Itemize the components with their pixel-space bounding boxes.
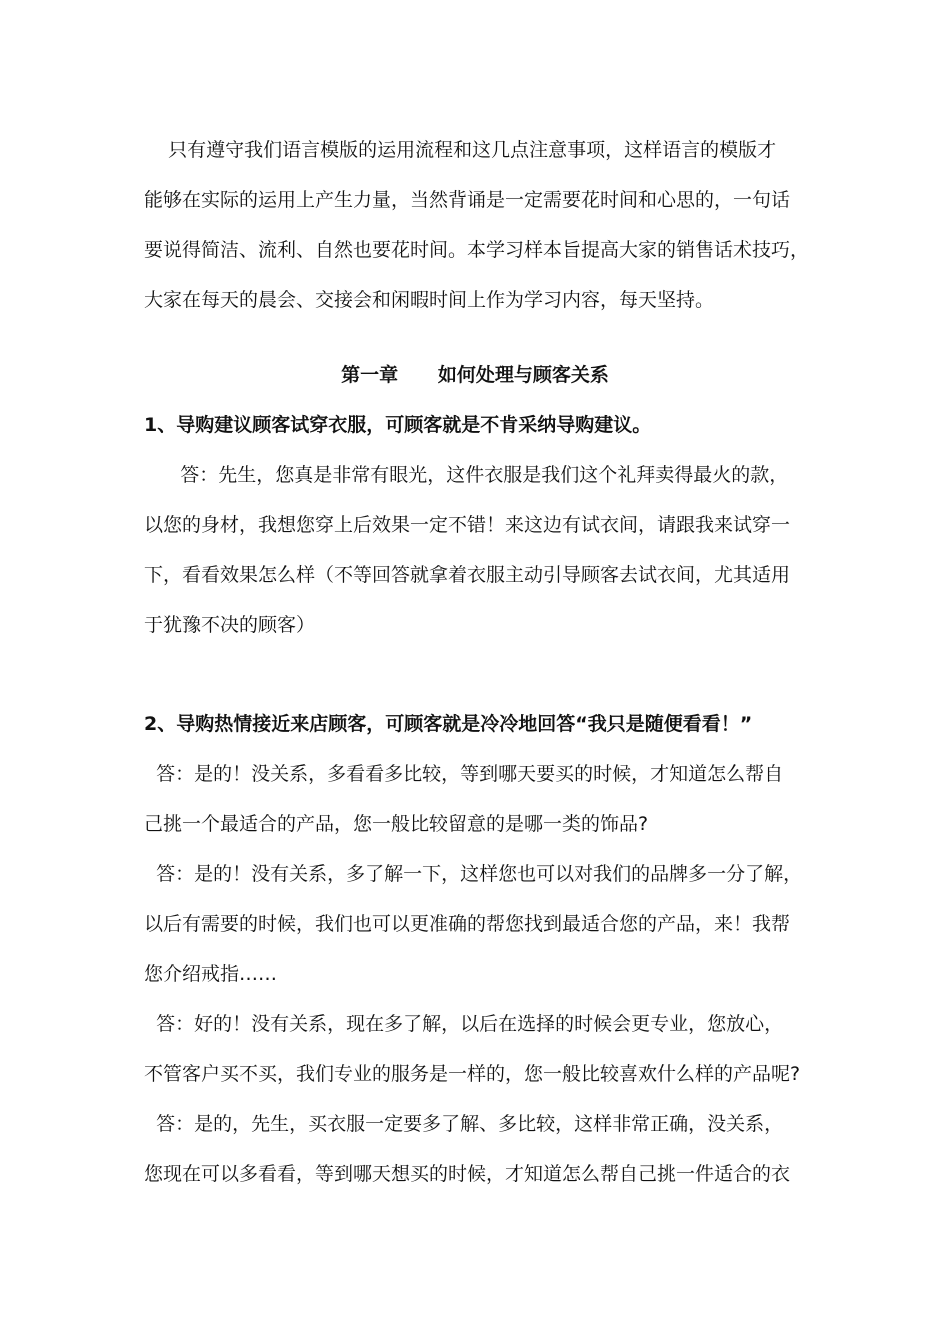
section1-answer-line-1: 答：先生，您真是非常有眼光，这件衣服是我们这个礼拜卖得最火的款，	[144, 464, 789, 486]
section2-answer-line-4: 以后有需要的时候，我们也可以更准确的帮您找到最适合您的产品，来！我帮	[144, 913, 791, 935]
section2-answer-line-8: 答：是的，先生，买衣服一定要多了解、多比较，这样非常正确，没关系，	[144, 1113, 784, 1135]
section2-heading: 2、导购热情接近来店顾客，可顾客就是冷冷地回答“我只是随便看看！”	[144, 713, 753, 735]
intro-line-3: 要说得简洁、流利、自然也要花时间。本学习样本旨提高大家的销售话术技巧，	[144, 239, 810, 261]
section2-answer-line-1: 答：是的！没关系，多看看多比较，等到哪天要买的时候，才知道怎么帮自	[144, 763, 784, 785]
section2-answer-line-7: 不管客户买不买，我们专业的服务是一样的，您一般比较喜欢什么样的产品呢?	[144, 1063, 801, 1085]
section2-answer-line-5: 您介绍戒指……	[144, 963, 278, 985]
section1-answer-line-2: 以您的身材，我想您穿上后效果一定不错！来这边有试衣间，请跟我来试穿一	[144, 514, 791, 536]
section1-heading: 1、导购建议顾客试穿衣服，可顾客就是不肯采纳导购建议。	[144, 414, 652, 436]
section1-answer-line-4: 于犹豫不决的顾客）	[144, 614, 316, 636]
intro-line-4: 大家在每天的晨会、交接会和闲暇时间上作为学习内容，每天坚持。	[144, 289, 715, 311]
intro-line-2: 能够在实际的运用上产生力量，当然背诵是一定需要花时间和心思的，一句话	[144, 189, 791, 211]
intro-line-1: 只有遵守我们语言模版的运用流程和这几点注意事项，这样语言的模版才	[144, 139, 777, 161]
section2-answer-line-6: 答：好的！没有关系，现在多了解，以后在选择的时候会更专业，您放心，	[144, 1013, 784, 1035]
section1-answer-line-3: 下，看看效果怎么样（不等回答就拿着衣服主动引导顾客去试衣间，尤其适用	[144, 564, 791, 586]
chapter-title: 第一章 如何处理与顾客关系	[341, 364, 609, 386]
section2-answer-line-9: 您现在可以多看看，等到哪天想买的时候，才知道怎么帮自己挑一件适合的衣	[144, 1163, 791, 1185]
section2-answer-line-3: 答：是的！没有关系，多了解一下，这样您也可以对我们的品牌多一分了解，	[144, 863, 803, 885]
section2-answer-line-2: 己挑一个最适合的产品，您一般比较留意的是哪一类的饰品?	[144, 813, 649, 835]
